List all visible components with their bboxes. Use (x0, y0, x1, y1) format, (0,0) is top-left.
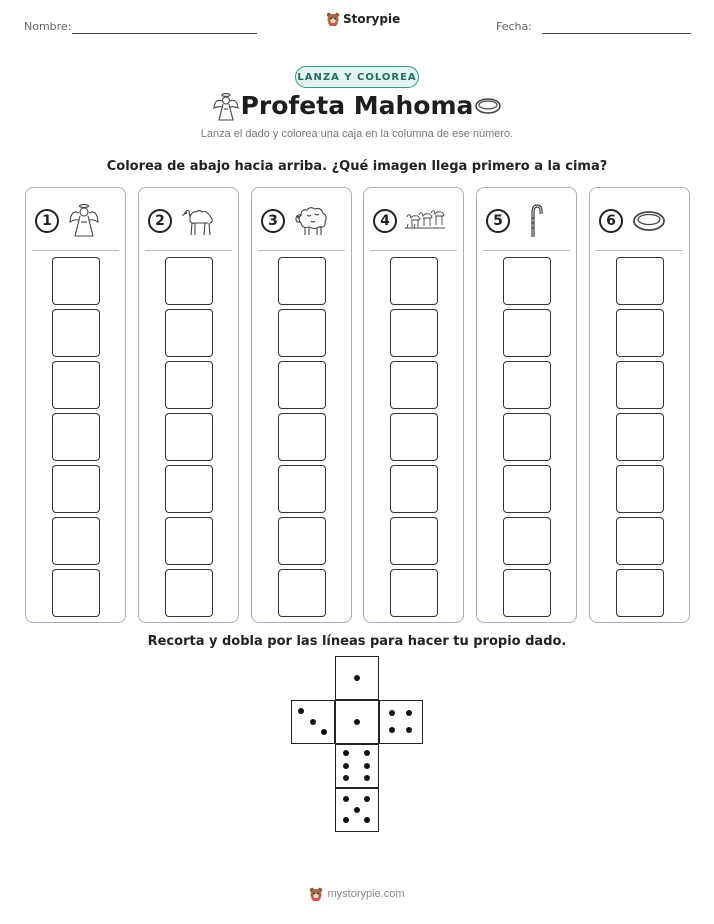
die-face-3 (291, 700, 335, 744)
race-column-4 (363, 187, 464, 623)
color-box[interactable] (390, 465, 438, 513)
color-box[interactable] (278, 517, 326, 565)
shepherd-staff-icon (518, 203, 554, 239)
race-column-5 (476, 187, 577, 623)
color-box[interactable] (52, 569, 100, 617)
footer-url: mystorypie.com (327, 888, 405, 900)
die-pip (343, 817, 349, 823)
die-pip (321, 729, 327, 735)
color-box[interactable] (52, 257, 100, 305)
color-box[interactable] (165, 569, 213, 617)
bear-icon (326, 12, 340, 26)
color-box[interactable] (616, 413, 664, 461)
subtitle: Lanza el dado y colorea una caja en la columna de ese número. (200, 128, 514, 140)
column-number: 4 (373, 209, 397, 233)
color-box[interactable] (52, 517, 100, 565)
die-face-1 (335, 656, 379, 700)
column-header (148, 201, 232, 241)
angel-icon (67, 203, 103, 239)
die-pip (343, 750, 349, 756)
color-box[interactable] (503, 517, 551, 565)
race-column-2 (138, 187, 239, 623)
color-box[interactable] (165, 257, 213, 305)
color-box[interactable] (503, 309, 551, 357)
caravan-icon (405, 203, 447, 239)
column-header (373, 201, 457, 241)
color-box[interactable] (616, 569, 664, 617)
die-pip (364, 775, 370, 781)
color-box[interactable] (616, 465, 664, 513)
column-number: 1 (35, 209, 59, 233)
ring-icon (631, 203, 667, 239)
column-header (599, 201, 683, 241)
color-box[interactable] (52, 413, 100, 461)
race-column-3 (251, 187, 352, 623)
color-box[interactable] (503, 413, 551, 461)
die-pip (343, 796, 349, 802)
die-pip (354, 675, 360, 681)
column-divider (32, 250, 119, 251)
instruction-top: Colorea de abajo hacia arriba. ¿Qué imagen llega primero a la cima? (106, 159, 608, 174)
color-box[interactable] (52, 361, 100, 409)
name-label: Nombre: (24, 20, 72, 33)
color-box[interactable] (503, 465, 551, 513)
page-title: Profeta Mahoma (240, 91, 474, 120)
die-pip (354, 807, 360, 813)
die-pip (389, 710, 395, 716)
die-pip (343, 775, 349, 781)
die-pip (354, 719, 360, 725)
color-box[interactable] (503, 569, 551, 617)
column-header (486, 201, 570, 241)
ring-icon (474, 96, 502, 116)
die-face-6 (335, 744, 379, 788)
color-box[interactable] (503, 257, 551, 305)
column-number: 5 (486, 209, 510, 233)
date-label: Fecha: (496, 20, 532, 33)
die-pip (310, 719, 316, 725)
date-line[interactable] (542, 33, 691, 34)
column-divider (596, 250, 683, 251)
color-box[interactable] (390, 257, 438, 305)
color-box[interactable] (52, 309, 100, 357)
color-box[interactable] (165, 465, 213, 513)
column-divider (483, 250, 570, 251)
die-pip (406, 710, 412, 716)
color-box[interactable] (278, 465, 326, 513)
brand-name: Storypie (343, 12, 401, 26)
brand-logo (326, 12, 400, 26)
die-face-5 (335, 788, 379, 832)
color-box[interactable] (390, 569, 438, 617)
die-pip (364, 817, 370, 823)
color-box[interactable] (278, 569, 326, 617)
column-number: 3 (261, 209, 285, 233)
color-box[interactable] (616, 517, 664, 565)
die-pip (364, 796, 370, 802)
column-header (261, 201, 345, 241)
color-box[interactable] (165, 517, 213, 565)
die-pip (298, 708, 304, 714)
die-pip (389, 727, 395, 733)
color-box[interactable] (278, 361, 326, 409)
column-number: 2 (148, 209, 172, 233)
die-pip (364, 763, 370, 769)
sheep-icon (293, 203, 329, 239)
color-box[interactable] (165, 309, 213, 357)
color-box[interactable] (390, 413, 438, 461)
die-pip (406, 727, 412, 733)
color-box[interactable] (503, 361, 551, 409)
race-column-1 (25, 187, 126, 623)
color-box[interactable] (278, 257, 326, 305)
color-box[interactable] (616, 257, 664, 305)
bear-icon (309, 887, 323, 901)
color-box[interactable] (165, 361, 213, 409)
color-box[interactable] (390, 517, 438, 565)
die-face-1 (335, 700, 379, 744)
color-box[interactable] (52, 465, 100, 513)
color-box[interactable] (616, 361, 664, 409)
color-box[interactable] (278, 309, 326, 357)
column-divider (258, 250, 345, 251)
color-box[interactable] (616, 309, 664, 357)
activity-badge: LANZA Y COLOREA (295, 66, 419, 88)
color-box[interactable] (165, 413, 213, 461)
column-divider (145, 250, 232, 251)
die-pip (343, 763, 349, 769)
column-header (35, 201, 119, 241)
instruction-bottom: Recorta y dobla por las líneas para hacer tu propio dado. (147, 634, 567, 649)
column-number: 6 (599, 209, 623, 233)
color-box[interactable] (278, 413, 326, 461)
camel-icon (180, 203, 216, 239)
race-column-6 (589, 187, 690, 623)
footer (0, 887, 714, 901)
die-face-4 (379, 700, 423, 744)
column-divider (370, 250, 457, 251)
color-box[interactable] (390, 309, 438, 357)
name-line[interactable] (72, 33, 257, 34)
color-box[interactable] (390, 361, 438, 409)
die-pip (364, 750, 370, 756)
